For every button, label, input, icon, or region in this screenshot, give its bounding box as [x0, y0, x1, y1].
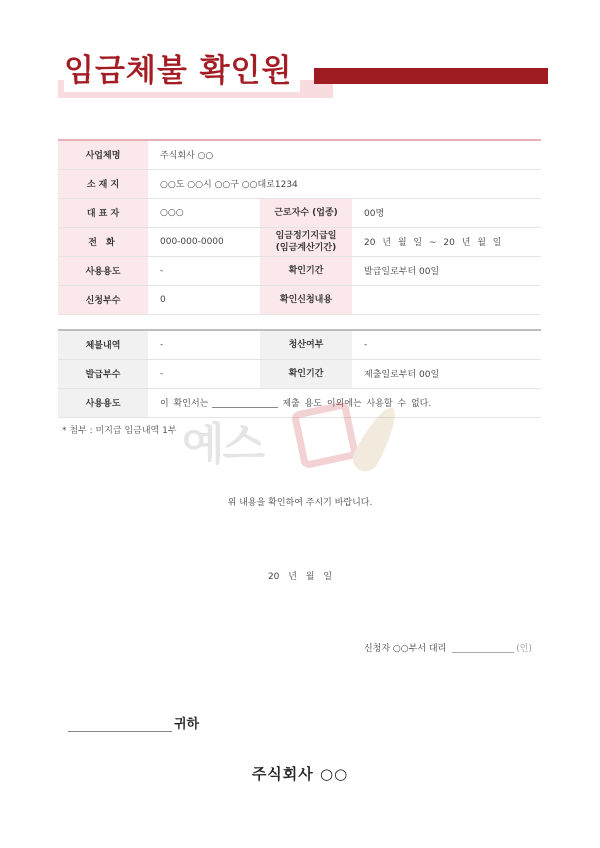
- company-label: 사업체명: [58, 140, 148, 169]
- table-row: [58, 227, 541, 256]
- table-row: [58, 330, 541, 359]
- watermark-feather-icon: [348, 402, 404, 476]
- applicant-signature: [364, 641, 532, 654]
- usage-prefix: 이 확인서는: [160, 399, 209, 409]
- usage-label: 사용용도: [58, 256, 148, 285]
- ceo-label: 대 표 자: [58, 198, 148, 227]
- workers-label: 근로자수 (업종): [260, 198, 352, 227]
- date-text: 20 년 월 일: [267, 572, 333, 582]
- workers-value: 00명: [352, 198, 541, 227]
- issue-label: 발급부수: [58, 359, 148, 388]
- usage-value: -: [148, 256, 260, 285]
- arrears-label: 체불내역: [58, 330, 148, 359]
- content-value: [352, 285, 541, 314]
- watermark: [178, 402, 428, 482]
- payday-label: [260, 227, 352, 256]
- usage-label-2: 사용용도: [58, 388, 148, 417]
- signature-line[interactable]: [452, 644, 514, 653]
- table-row: [58, 285, 541, 314]
- table-row: [58, 256, 541, 285]
- address-label: 소 재 지: [58, 169, 148, 198]
- payday-label-line2: (임금계산기간): [275, 242, 337, 253]
- issue-value: -: [148, 359, 260, 388]
- copies-value: 0: [148, 285, 260, 314]
- phone-label: [58, 227, 148, 256]
- ceo-value: ○○○: [148, 198, 260, 227]
- address-value: ○○도 ○○시 ○○구 ○○대로1234: [148, 169, 541, 198]
- title-accent-bar: [314, 68, 548, 84]
- content-label: 확인신청내용: [260, 285, 352, 314]
- copies-label: 신청부수: [58, 285, 148, 314]
- page-title: 임금체불 확인원: [64, 50, 300, 92]
- table-row: [58, 140, 541, 169]
- company-name: 주식회사 ○○: [251, 765, 349, 783]
- applicant-label: 신청자 ○○부서 대리: [363, 644, 447, 654]
- watermark-logo-icon: [291, 401, 360, 470]
- applicant-info-table: [58, 139, 541, 315]
- request-text: 위 내용을 확인하여 주시기 바랍니다.: [227, 498, 373, 508]
- phone-value: 000-000-0000: [148, 227, 260, 256]
- recipient-blank-line[interactable]: [68, 718, 172, 732]
- payday-value: 20 년 월 일 ~ 20 년 월 일: [352, 227, 541, 256]
- table-row: [58, 169, 541, 198]
- table-row: [58, 198, 541, 227]
- period-label-2: 확인기간: [260, 359, 352, 388]
- arrears-value: -: [148, 330, 260, 359]
- period-label: 확인기간: [260, 256, 352, 285]
- title-area: [58, 50, 548, 100]
- recipient: [68, 713, 199, 732]
- usage-suffix: 제출 용도 이외에는 사용할 수 없다.: [282, 399, 432, 409]
- company-value: 주식회사 ○○: [148, 140, 541, 169]
- payday-label-line1: 임금정기지급일: [275, 230, 337, 241]
- period-value-2: 제출일로부터 00일: [352, 359, 541, 388]
- recipient-suffix: 귀하: [174, 717, 200, 732]
- table-row: [58, 359, 541, 388]
- watermark-text: 예스: [182, 419, 264, 470]
- seal-mark: (인): [516, 644, 532, 654]
- phone-label-text: 전 화: [88, 238, 118, 248]
- settle-label: 청산여부: [260, 330, 352, 359]
- period-value: 발급일로부터 00일: [352, 256, 541, 285]
- settle-value: -: [352, 330, 541, 359]
- attachment-note: * 첨부 : 미지급 임금내역 1부: [62, 426, 177, 436]
